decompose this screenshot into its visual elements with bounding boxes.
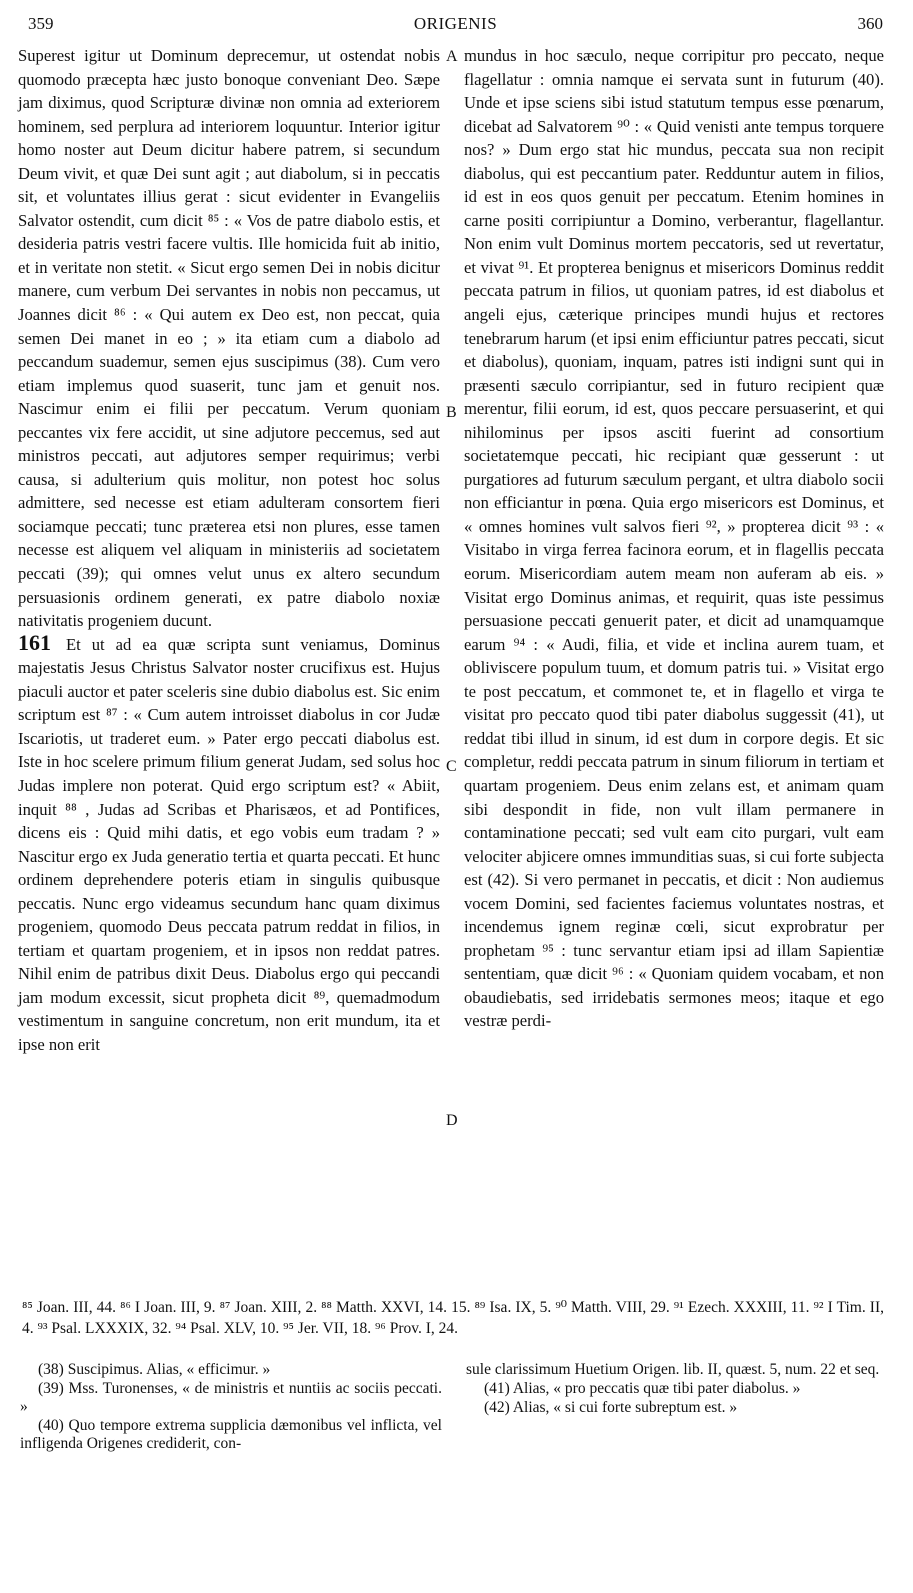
page-number-right: 360 (857, 14, 883, 33)
footnotes-left (20, 1361, 442, 1454)
running-title: ORIGENIS (413, 14, 498, 33)
footnote-41: (41) Alias, « pro peccatis quæ tibi pater diabolus. » (484, 1380, 801, 1397)
footnotes-right (466, 1361, 884, 1418)
right-paragraph-1: mundus in hoc sæculo, neque corripitur pro peccato, neque flagellatur : omnia namque ei servata sunt in futurum (40). Unde et ipse sciens sibi istud statutum tempus esse pœnarum, dicebat ad Salvatorem ⁹⁰ : « Quid venisti ante tempus torquere nos? » Dum ergo stat hic mundus, peccata sua non recipit diabolus, qui est peccantium pater. Redduntur autem in filios, id est in eos quos genuit per peccatum. Etenim homines in carne positi corripiuntur a Domino, verberantur, flagellantur. Non enim vult Dominus mortem peccatoris, sed ut revertatur, et vivat ⁹¹. Et propterea benignus et misericors Dominus reddit peccata patrum in filios, ut quoniam patres, id est diabolus et angeli ejus, cæterique principes mundi hujus et rectores tenebrarum harum (et ipsi enim efficiuntur patres peccati, sicut et diabolus), quoniam, inquam, patres isti indigni sunt qui in præsenti sæculo corripiantur, sed in futuro recipient quæ merentur, filii eorum, id est, quos peccare persuaserint, et qui nihilominus per ipsos asciti fuerint ad consortium societatemque peccati, hic recipiant quæ gesserunt : ut purgatiores ad futurum sæculum pergant, et ultra diabolo socii non efficiantur in pœna. Quia ergo misericors est Dominus, et « omnes homines vult salvos fieri ⁹², » propterea dicit ⁹³ : « Visitabo in virga ferrea facinora eorum, et in flagellis peccata eorum. Misericordiam autem meam non auferam ab eis. » Visitat ergo Dominus animas, et requirit, quas iste pessimus persuasione peccati genuerit pater, et dicit ad unamquamque earum ⁹⁴ : « Audi, filia, et vide et inclina aurem tuam, et obliviscere populum tuum, et domum patris tui. » Visitat ergo te post peccatum, et commonet te, et in flagello et virga te visitat pro peccato quod tibi pater diabolus suggessit (41), ut reddat tibi illud in sinum, id est dum in corpore degis. Et sic completur, reddi peccata patrum in sinum filiorum in tertiam et quartam progeniem. Deus enim zelans est, et animam quam sibi despondit in fide, non vult illam permanere in contaminatione peccati; sed vult eam cito purgari, vult eam velociter abjicere omnes immunditias suas, si cui forte subjecta est (42). Si vero permanet in peccatis, et dicit : Non audiemus vocem Domini, sed facientes faciemus voluntates nostras, et incendemus ignem reginæ cœli, sicut exprobratur per prophetam ⁹⁵ : tunc servantur etiam ipsi ad illam Sapientiæ sententiam, quæ dicit ⁹⁶ : « Quoniam quidem vocabam, et non obaudiebatis, sed irridebatis sermones meos; itaque et ego vestræ perdi- (464, 46, 884, 1031)
section-number: 161 (18, 629, 51, 655)
margin-letter-c: C (446, 758, 457, 775)
footnote-38: (38) Suscipimus. Alias, « efficimur. » (38, 1361, 271, 1378)
footnote-40: (40) Quo tempore extrema supplicia dæmonibus vel inflicta, vel infligenda Origenes crediderit, con- (20, 1417, 442, 1452)
left-column (18, 44, 440, 1057)
margin-letter-d: D (446, 1112, 458, 1129)
page-number-left: 359 (28, 14, 54, 33)
right-column (464, 44, 884, 1033)
margin-letter-b: B (446, 404, 457, 421)
page-header (28, 14, 883, 40)
scripture-references: ⁸⁵ Joan. III, 44. ⁸⁶ I Joan. III, 9. ⁸⁷ Joan. XIII, 2. ⁸⁸ Matth. XXVI, 14. 15. ⁸⁹ Isa. IX, 5. ⁹⁰ Matth. VIII, 29. ⁹¹ Ezech. XXXIII, 11. ⁹² I Tim. II, 4. ⁹³ Psal. LXXXIX, 32. ⁹⁴ Psal. XLV, 10. ⁹⁵ Jer. VII, 18. ⁹⁶ Prov. I, 24. (22, 1299, 884, 1337)
footnote-40-continued: sule clarissimum Huetium Origen. lib. II, quæst. 5, num. 22 et seq. (466, 1361, 880, 1378)
left-paragraph-2 (18, 629, 440, 1057)
footnote-39: (39) Mss. Turonenses, « de ministris et nuntiis ac sociis peccati. » (20, 1380, 442, 1415)
left-paragraph-2-text: Et ut ad ea quæ scripta sunt veniamus, Dominus majestatis Jesus Christus Salvator noster crucifixus est. Hujus piaculi auctor et pater sceleris sine dubio diabolus est. Sic enim scriptum est ⁸⁷ : « Cum autem introisset diabolus in cor Judæ Iscariotis, ut traderet eum. » Pater ergo peccati diabolus est. Iste in hoc scelere primum filium generat Judam, sed solus hoc Judas implere non poterat. Quid ergo scriptum est? « Abiit, inquit ⁸⁸ , Judas ad Scribas et Pharisæos, et ad Pontifices, dicens eis : Quid mihi datis, et ego vobis eum tradam ? » Nascitur ergo ex Juda generatio tertia et quarta peccati. Et hunc ordinem deprehendere poteris etiam in singulis quibusque peccatis. Nunc ergo videamus secundum hanc quam diximus progeniem, quomodo Deus peccata patrum reddat in filios, in tertiam et quartam progeniem, et in ipsos non reddat patres. Nihil enim de patribus dixit Deus. Diabolus ergo qui peccandi jam modum excessit, sicut propheta dicit ⁸⁹, quemadmodum vestimentum in sanguine concretum, non erit mundum, ita et ipse non erit (18, 634, 440, 1054)
margin-letter-a: A (446, 48, 458, 65)
left-paragraph-1: Superest igitur ut Dominum deprecemur, ut ostendat nobis quomodo præcepta hæc justo bonoque conveniant Deo. Sæpe jam diximus, quod Scripturæ divinæ non omnia ad exteriorem hominem, sed perplura ad interiorem loquuntur. Interior igitur homo noster aut Deum dicitur habere patrem, si secundum Deum vivit, et quæ Dei sunt agit ; aut diabolum, si in peccatis sit, et voluntates illius gerat : sicut evidenter in Evangeliis Salvator ostendit, cum dicit ⁸⁵ : « Vos de patre diabolo estis, et desideria patris vestri facere vultis. Ille homicida fuit ab initio, et in veritate non stetit. « Sicut ergo semen Dei in nobis dicitur manere, cum verbum Dei servantes in nobis non peccamus, ut Joannes dicit ⁸⁶ : « Qui autem ex Deo est, non peccat, quia semen Dei manet in eo ; » ita etiam cum a diabolo ad peccandum suademur, semen ejus suscipimus (38). Cum vero etiam implemus quod suaserit, tunc jam et genuit nos. Nascimur enim ei filii per peccatum. Verum quoniam peccantes vix fere accidit, ut sine adjutore peccemus, sed aut ministros peccati, aut adjutores semper requirimus; verbi causa, si adulterium quis molitur, non potest hoc solus admittere, sed necesse est etiam adulteram consortem fieri sociamque peccati; tunc præterea etsi non plures, esse tamen necesse est aliquem vel aliquam in ministeriis ad societatem peccati (39); qui omnes velut unus ex altero secundum persuasionis ordinem generati, ex patre diabolo noxiæ nativitatis progeniem ducunt. (18, 46, 440, 631)
footnote-42: (42) Alias, « si cui forte subreptum est. » (484, 1399, 738, 1416)
